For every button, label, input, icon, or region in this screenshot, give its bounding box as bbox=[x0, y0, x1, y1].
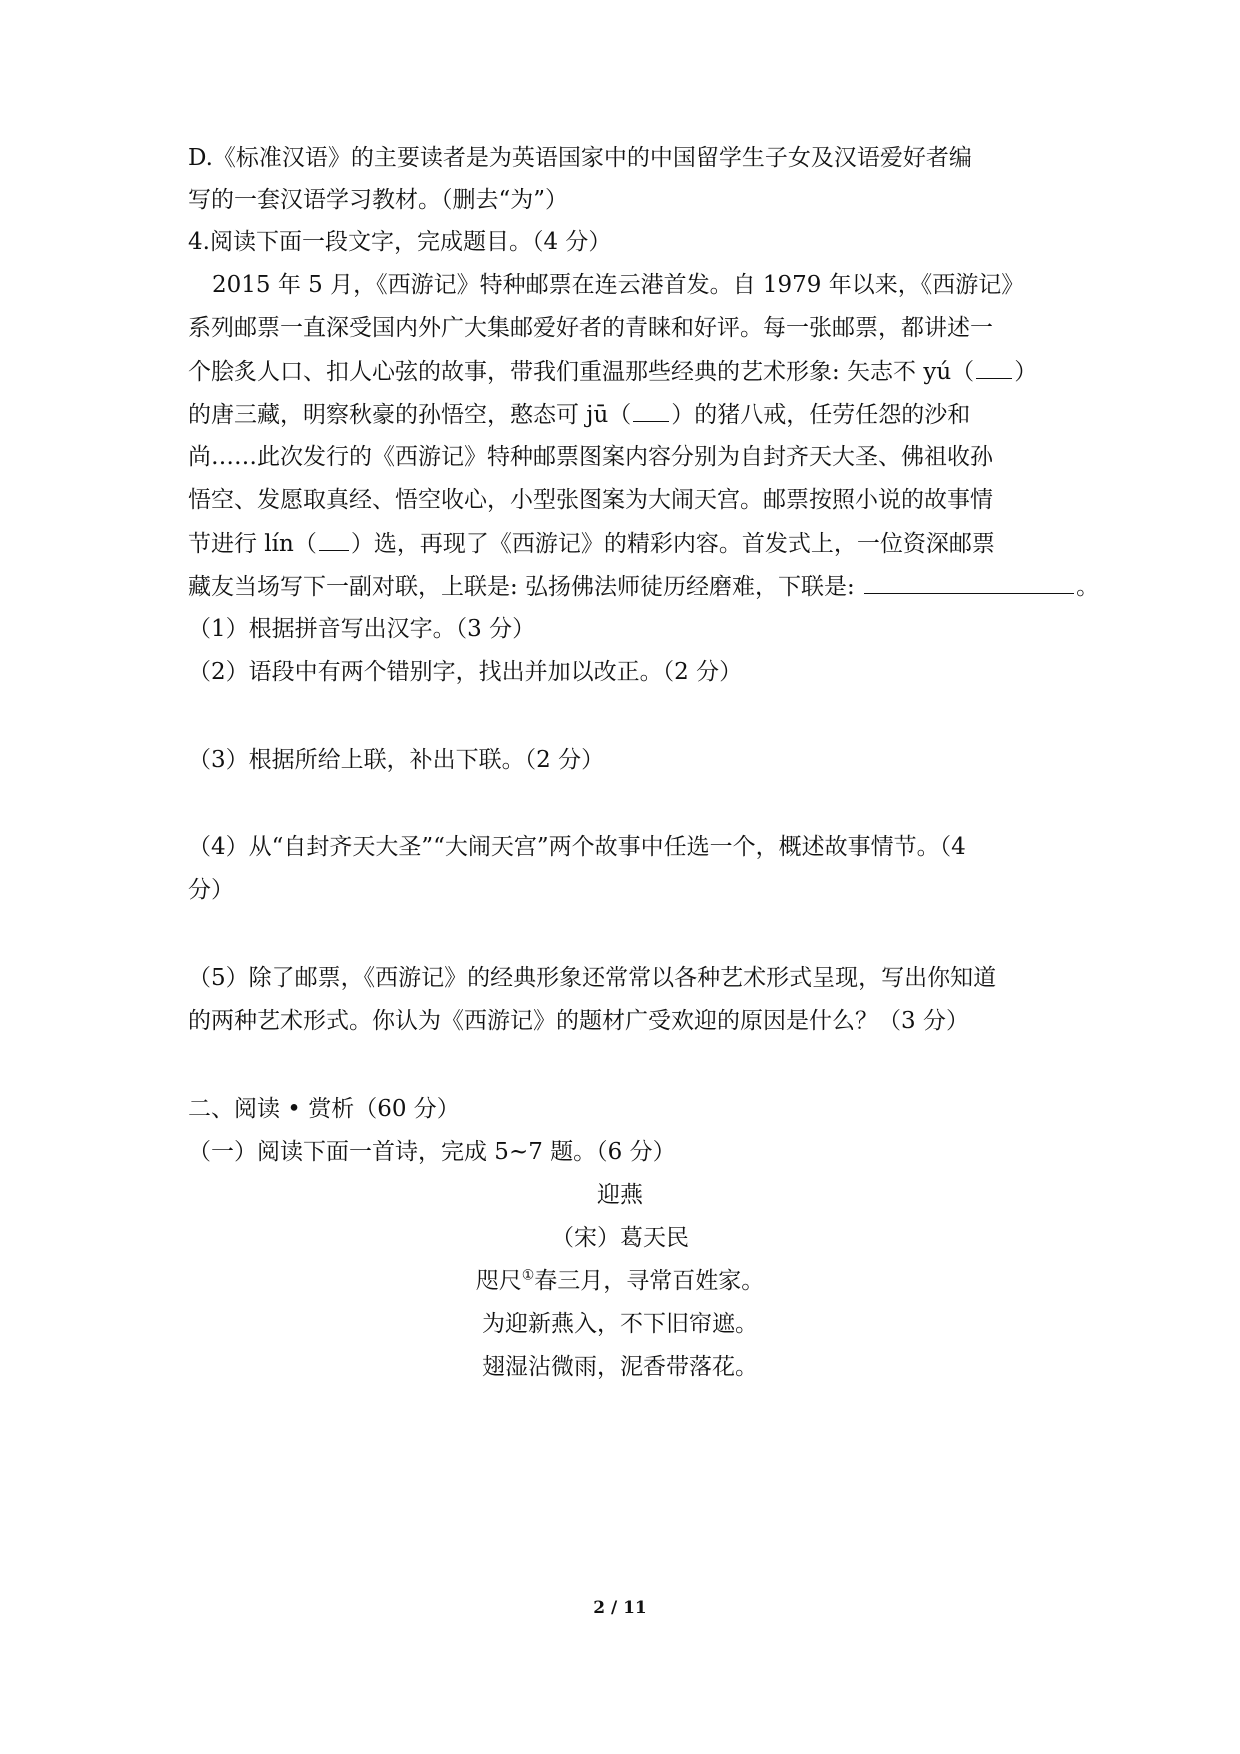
option-d-line2: 写的一套汉语学习教材。（删去“为”） bbox=[188, 187, 569, 213]
passage-text: ） bbox=[1014, 359, 1038, 385]
couplet-answer-blank[interactable] bbox=[864, 571, 1074, 594]
poem-line: 为迎新燕入，不下旧帘遮。 bbox=[482, 1311, 758, 1337]
poem-text: 春三月，寻常百姓家。 bbox=[534, 1268, 765, 1294]
passage-line: 悟空、发愿取真经、悟空收心，小型张图案为大闹天宫。邮票按照小说的故事情 bbox=[188, 487, 993, 513]
option-d-line1: D.《标准汉语》的主要读者是为英语国家中的中国留学生子女及汉语爱好者编 bbox=[188, 145, 972, 171]
passage-line: 尚……此次发行的《西游记》特种邮票图案内容分别为自封齐天大圣、佛祖收孙 bbox=[188, 444, 993, 470]
passage-text: 。 bbox=[1076, 574, 1100, 600]
sub-question-2: （2）语段中有两个错别字，找出并加以改正。（2 分） bbox=[188, 659, 743, 685]
answer-blank[interactable] bbox=[319, 528, 349, 551]
passage-text: ）的猪八戒，任劳任怨的沙和 bbox=[671, 402, 971, 428]
passage-line bbox=[188, 399, 970, 430]
sub-question-5-cont: 的两种艺术形式。你认为《西游记》的题材广受欢迎的原因是什么？（3 分） bbox=[188, 1008, 969, 1034]
answer-blank[interactable] bbox=[633, 399, 669, 422]
passage-text: 节进行 lín（ bbox=[188, 531, 317, 557]
passage-text: 的唐三藏，明察秋豪的孙悟空，憨态可 jū（ bbox=[188, 402, 632, 428]
sub-question-4-cont: 分） bbox=[188, 877, 234, 903]
subsection-heading: （一）阅读下面一首诗，完成 5~7 题。（6 分） bbox=[188, 1139, 676, 1165]
page-number: 2 / 11 bbox=[593, 1598, 647, 1618]
passage-text: 个脍炙人口、扣人心弦的故事，带我们重温那些经典的艺术形象: 矢志不 yú（ bbox=[188, 359, 975, 385]
passage-line bbox=[188, 356, 1037, 387]
passage-line bbox=[188, 571, 1099, 602]
passage-line: 2015 年 5 月，《西游记》特种邮票在连云港首发。自 1979 年以来，《西游记》 bbox=[212, 272, 1025, 298]
question-4-heading: 4.阅读下面一段文字，完成题目。（4 分） bbox=[188, 229, 612, 255]
poem-line bbox=[0, 1266, 1240, 1296]
poem-text: 咫尺 bbox=[475, 1268, 522, 1294]
section-heading: 二、阅读 • 赏析（60 分） bbox=[188, 1096, 460, 1122]
sub-question-5: （5）除了邮票，《西游记》的经典形象还常常以各种艺术形式呈现，写出你知道 bbox=[188, 965, 997, 991]
footnote-marker: ① bbox=[521, 1267, 535, 1284]
passage-line: 系列邮票一直深受国内外广大集邮爱好者的青睐和好评。每一张邮票，都讲述一 bbox=[188, 315, 993, 341]
sub-question-1: （1）根据拼音写出汉字。（3 分） bbox=[188, 616, 536, 642]
poem-line: 翅湿沾微雨，泥香带落花。 bbox=[482, 1354, 758, 1380]
sub-question-4: （4）从“自封齐天大圣”“大闹天宫”两个故事中任选一个，概述故事情节。（4 bbox=[188, 834, 966, 860]
answer-blank[interactable] bbox=[976, 356, 1012, 379]
sub-question-3: （3）根据所给上联，补出下联。（2 分） bbox=[188, 747, 605, 773]
passage-line bbox=[188, 528, 995, 559]
poem-author: （宋）葛天民 bbox=[551, 1225, 689, 1251]
poem-title: 迎燕 bbox=[597, 1182, 643, 1208]
passage-text: 藏友当场写下一副对联，上联是: 弘扬佛法师徒历经磨难，下联是: bbox=[188, 574, 863, 600]
passage-text: ）选，再现了《西游记》的精彩内容。首发式上，一位资深邮票 bbox=[350, 531, 995, 557]
